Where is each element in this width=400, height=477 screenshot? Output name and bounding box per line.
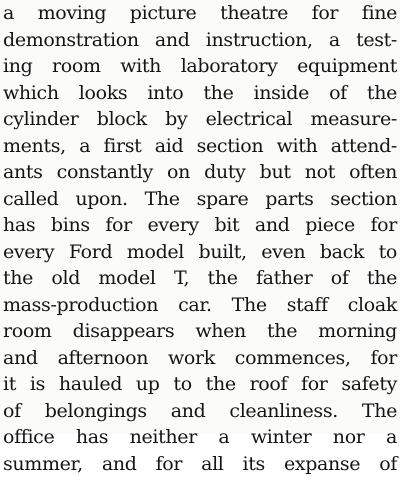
text-line: and afternoon work commences, for [3, 345, 397, 372]
text-line: it is hauled up to the roof for safety [3, 371, 397, 398]
text-line: a moving picture theatre for fine [3, 0, 397, 27]
text-line: office has neither a winter nor a [3, 424, 397, 451]
text-line: of belongings and cleanliness. The [3, 398, 397, 425]
text-line: called upon. The spare parts section [3, 186, 397, 213]
text-line: which looks into the inside of the [3, 80, 397, 107]
text-line: ing room with laboratory equipment [3, 53, 397, 80]
text-line: ants constantly on duty but not often [3, 159, 397, 186]
text-line: ments, a first aid section with attend- [3, 133, 397, 160]
text-line: cylinder block by electrical measure- [3, 106, 397, 133]
text-line: has bins for every bit and piece for [3, 212, 397, 239]
text-line: mass-production car. The staff cloak [3, 292, 397, 319]
text-column [3, 0, 397, 477]
text-line: summer, and for all its expanse of [3, 451, 397, 477]
text-line: demonstration and instruction, a test- [3, 27, 397, 54]
text-line: room disappears when the morning [3, 318, 397, 345]
text-line: every Ford model built, even back to [3, 239, 397, 266]
text-line: the old model T, the father of the [3, 265, 397, 292]
